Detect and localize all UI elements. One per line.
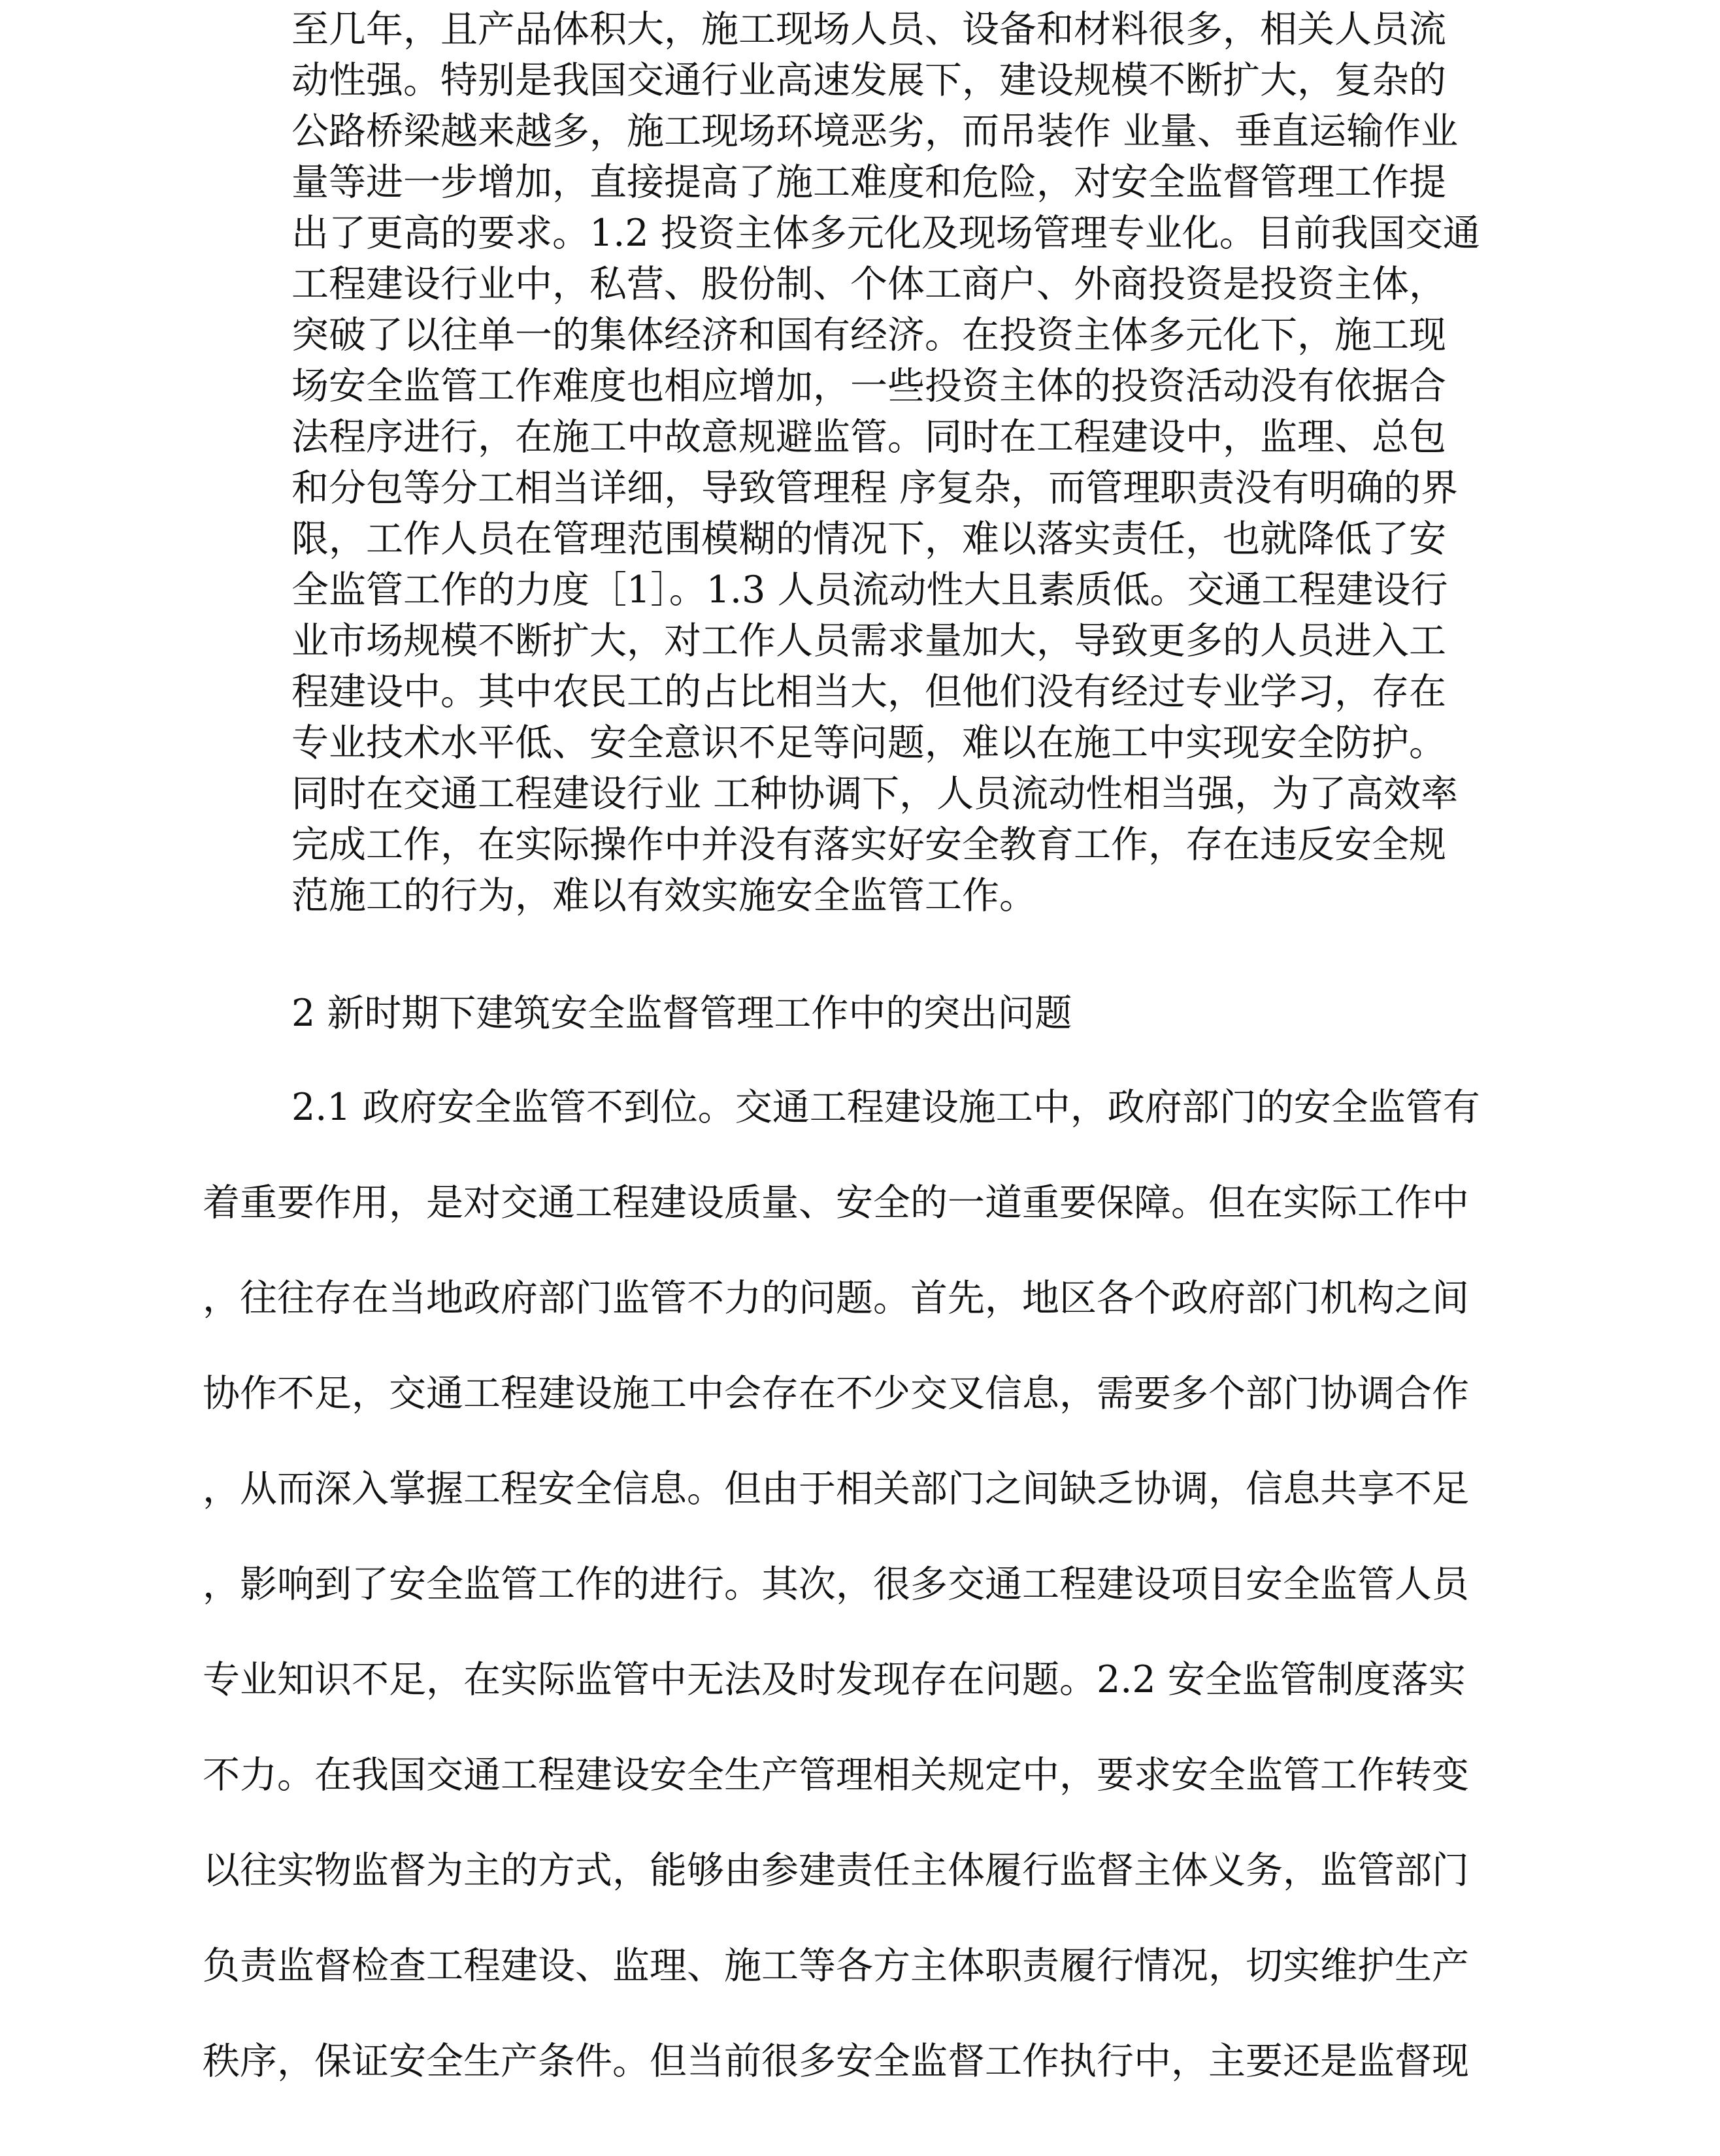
text-line: ，影响到了安全监管工作的进行。其次，很多交通工程建设项目安全监管人员 [203,1563,1469,1606]
text-line: 量等进一步增加，直接提高了施工难度和危险，对安全监督管理工作提 [291,161,1446,204]
text-line: 协作不足，交通工程建设施工中会存在不少交叉信息，需要多个部门协调合作 [203,1372,1469,1415]
text-line: 动性强。特别是我国交通行业高速发展下，建设规模不断扩大，复杂的 [291,59,1446,102]
text-line: ，往往存在当地政府部门监管不力的问题。首先，地区各个政府部门机构之间 [203,1277,1469,1320]
text-line: 限，工作人员在管理范围模糊的情况下，难以落实责任，也就降低了安 [291,517,1446,561]
text-line: 全监管工作的力度［1］。1.3 人员流动性大且素质低。交通工程建设行 [291,568,1448,612]
text-line: 以往实物监督为主的方式，能够由参建责任主体履行监督主体义务，监管部门 [203,1849,1469,1892]
text-line: 突破了以往单一的集体经济和国有经济。在投资主体多元化下，施工现 [291,314,1446,357]
text-line: 同时在交通工程建设行业 工种协调下，人员流动性相当强，为了高效率 [291,772,1459,815]
text-line: 法程序进行，在施工中故意规避监管。同时在工程建设中，监理、总包 [291,416,1446,459]
text-line: 专业技术水平低、安全意识不足等问题，难以在施工中实现安全防护。 [291,721,1446,764]
text-line: 着重要作用，是对交通工程建设质量、安全的一道重要保障。但在实际工作中 [203,1181,1469,1224]
text-line: 不力。在我国交通工程建设安全生产管理相关规定中，要求安全监管工作转变 [203,1754,1469,1797]
text-line: 场安全监管工作难度也相应增加，一些投资主体的投资活动没有依据合 [291,365,1446,408]
text-line: 秩序，保证安全生产条件。但当前很多安全监督工作执行中，主要还是监督现 [203,2040,1469,2083]
text-line: 至几年，且产品体积大，施工现场人员、设备和材料很多，相关人员流 [291,8,1446,51]
text-line: 2.1 政府安全监管不到位。交通工程建设施工中，政府部门的安全监管有 [291,1086,1480,1129]
text-line: 和分包等分工相当详细，导致管理程 序复杂，而管理职责没有明确的界 [291,466,1459,510]
text-line: 范施工的行为，难以有效实施安全监管工作。 [291,874,1036,917]
text-line: 完成工作，在实际操作中并没有落实好安全教育工作，存在违反安全规 [291,823,1446,866]
text-line: 工程建设行业中，私营、股份制、个体工商户、外商投资是投资主体， [291,263,1446,306]
section-heading: 2 新时期下建筑安全监督管理工作中的突出问题 [291,992,1072,1035]
text-line: 程建设中。其中农民工的占比相当大，但他们没有经过专业学习，存在 [291,670,1446,713]
text-line: 专业知识不足，在实际监管中无法及时发现存在问题。2.2 安全监管制度落实 [203,1658,1466,1701]
text-line: 出了更高的要求。1.2 投资主体多元化及现场管理专业化。目前我国交通 [291,212,1480,255]
text-line: 负责监督检查工程建设、监理、施工等各方主体职责履行情况，切实维护生产 [203,1944,1469,1987]
text-line: 公路桥梁越来越多，施工现场环境恶劣，而吊装作 业量、垂直运输作业 [291,110,1459,153]
text-line: ，从而深入掌握工程安全信息。但由于相关部门之间缺乏协调，信息共享不足 [203,1467,1469,1511]
text-line: 业市场规模不断扩大，对工作人员需求量加大，导致更多的人员进入工 [291,619,1446,662]
